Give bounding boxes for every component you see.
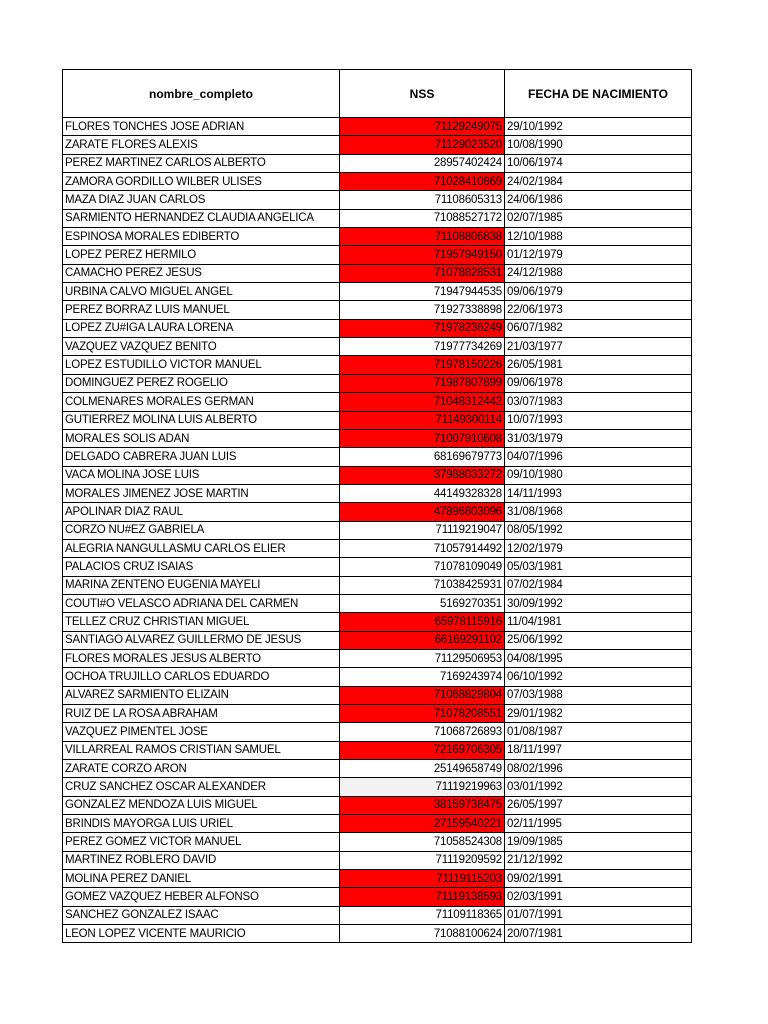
- cell-nss[interactable]: 71129023520: [340, 136, 505, 154]
- cell-name[interactable]: BRINDIS MAYORGA LUIS URIEL: [63, 815, 340, 833]
- cell-nss[interactable]: 71149300114: [340, 411, 505, 429]
- table-row: [63, 906, 692, 924]
- cell-name[interactable]: VACA MOLINA JOSE LUIS: [63, 466, 340, 484]
- cell-name[interactable]: ALVAREZ SARMIENTO ELIZAIN: [63, 686, 340, 704]
- cell-name[interactable]: VAZQUEZ PIMENTEL JOSE: [63, 723, 340, 741]
- cell-nss[interactable]: 7169243974: [340, 668, 505, 686]
- cell-name[interactable]: DOMINGUEZ PEREZ ROGELIO: [63, 374, 340, 392]
- table-row: [63, 374, 692, 392]
- cell-nss[interactable]: 71088527172: [340, 209, 505, 227]
- cell-birth-date[interactable]: 22/06/1973: [505, 301, 692, 319]
- cell-name[interactable]: LOPEZ PEREZ HERMILO: [63, 246, 340, 264]
- table-row: [63, 778, 692, 796]
- cell-name[interactable]: OCHOA TRUJILLO CARLOS EDUARDO: [63, 668, 340, 686]
- cell-name[interactable]: ZAMORA GORDILLO WILBER ULISES: [63, 173, 340, 191]
- cell-birth-date[interactable]: 09/06/1979: [505, 283, 692, 301]
- table-body: [63, 118, 692, 943]
- cell-birth-date[interactable]: 09/02/1991: [505, 870, 692, 888]
- table-row: [63, 191, 692, 209]
- cell-birth-date[interactable]: 04/07/1996: [505, 448, 692, 466]
- cell-nss[interactable]: 71977734269: [340, 338, 505, 356]
- column-header-birth-date[interactable]: FECHA DE NACIMIENTO: [505, 70, 692, 118]
- table-row: [63, 228, 692, 246]
- cell-name[interactable]: ZARATE FLORES ALEXIS: [63, 136, 340, 154]
- cell-birth-date[interactable]: 21/03/1977: [505, 338, 692, 356]
- cell-nss[interactable]: 27159540221: [340, 815, 505, 833]
- cell-name[interactable]: MOLINA PEREZ DANIEL: [63, 870, 340, 888]
- cell-birth-date[interactable]: 03/07/1983: [505, 393, 692, 411]
- cell-birth-date[interactable]: 06/10/1992: [505, 668, 692, 686]
- cell-birth-date[interactable]: 03/01/1992: [505, 778, 692, 796]
- table-row: [63, 283, 692, 301]
- cell-nss[interactable]: 71108605313: [340, 191, 505, 209]
- cell-name[interactable]: VAZQUEZ VAZQUEZ BENITO: [63, 338, 340, 356]
- cell-birth-date[interactable]: 20/07/1981: [505, 925, 692, 943]
- cell-birth-date[interactable]: 11/04/1981: [505, 613, 692, 631]
- cell-birth-date[interactable]: 06/07/1982: [505, 319, 692, 337]
- table-row: [63, 301, 692, 319]
- cell-birth-date[interactable]: 04/08/1995: [505, 649, 692, 667]
- table-row: [63, 796, 692, 814]
- cell-nss[interactable]: 71007910608: [340, 429, 505, 447]
- cell-birth-date[interactable]: 24/06/1986: [505, 191, 692, 209]
- cell-nss[interactable]: 72169706305: [340, 741, 505, 759]
- cell-birth-date[interactable]: 25/06/1992: [505, 631, 692, 649]
- cell-name[interactable]: COUTI#O VELASCO ADRIANA DEL CARMEN: [63, 594, 340, 612]
- table-row: [63, 154, 692, 172]
- cell-birth-date[interactable]: 07/02/1984: [505, 576, 692, 594]
- cell-name[interactable]: LOPEZ ZU#IGA LAURA LORENA: [63, 319, 340, 337]
- table-row: [63, 576, 692, 594]
- cell-name[interactable]: GOMEZ VAZQUEZ HEBER ALFONSO: [63, 888, 340, 906]
- cell-nss[interactable]: 71057914492: [340, 539, 505, 557]
- cell-name[interactable]: LEON LOPEZ VICENTE MAURICIO: [63, 925, 340, 943]
- cell-birth-date[interactable]: 10/07/1993: [505, 411, 692, 429]
- table-row: [63, 668, 692, 686]
- cell-nss[interactable]: 37988033272: [340, 466, 505, 484]
- cell-name[interactable]: MAZA DIAZ JUAN CARLOS: [63, 191, 340, 209]
- cell-nss[interactable]: 71927338898: [340, 301, 505, 319]
- table-row: [63, 319, 692, 337]
- cell-birth-date[interactable]: 02/03/1991: [505, 888, 692, 906]
- cell-name[interactable]: PEREZ GOMEZ VICTOR MANUEL: [63, 833, 340, 851]
- cell-name[interactable]: SANTIAGO ALVAREZ GUILLERMO DE JESUS: [63, 631, 340, 649]
- cell-birth-date[interactable]: 24/12/1988: [505, 264, 692, 282]
- cell-name[interactable]: COLMENARES MORALES GERMAN: [63, 393, 340, 411]
- cell-birth-date[interactable]: 29/01/1982: [505, 705, 692, 723]
- cell-birth-date[interactable]: 01/08/1987: [505, 723, 692, 741]
- table-row: [63, 649, 692, 667]
- table-row: [63, 851, 692, 869]
- cell-nss[interactable]: 71978150226: [340, 356, 505, 374]
- cell-birth-date[interactable]: 01/12/1979: [505, 246, 692, 264]
- cell-birth-date[interactable]: 18/11/1997: [505, 741, 692, 759]
- cell-name[interactable]: RUIZ DE LA ROSA ABRAHAM: [63, 705, 340, 723]
- table-row: [63, 870, 692, 888]
- cell-birth-date[interactable]: 29/10/1992: [505, 118, 692, 136]
- cell-name[interactable]: TELLEZ CRUZ CHRISTIAN MIGUEL: [63, 613, 340, 631]
- cell-birth-date[interactable]: 02/11/1995: [505, 815, 692, 833]
- cell-birth-date[interactable]: 01/07/1991: [505, 906, 692, 924]
- cell-nss[interactable]: 71119138593: [340, 888, 505, 906]
- cell-birth-date[interactable]: 24/02/1984: [505, 173, 692, 191]
- cell-name[interactable]: FLORES MORALES JESUS ALBERTO: [63, 649, 340, 667]
- cell-nss[interactable]: 28957402424: [340, 154, 505, 172]
- cell-name[interactable]: MARINA ZENTENO EUGENIA MAYELI: [63, 576, 340, 594]
- table-row: [63, 705, 692, 723]
- cell-birth-date[interactable]: 12/02/1979: [505, 539, 692, 557]
- cell-name[interactable]: MORALES JIMENEZ JOSE MARTIN: [63, 484, 340, 502]
- cell-name[interactable]: ESPINOSA MORALES EDIBERTO: [63, 228, 340, 246]
- table-row: [63, 760, 692, 778]
- cell-name[interactable]: LOPEZ ESTUDILLO VICTOR MANUEL: [63, 356, 340, 374]
- cell-nss[interactable]: 68169679773: [340, 448, 505, 466]
- table-row: [63, 686, 692, 704]
- cell-birth-date[interactable]: 21/12/1992: [505, 851, 692, 869]
- cell-name[interactable]: VILLARREAL RAMOS CRISTIAN SAMUEL: [63, 741, 340, 759]
- cell-nss[interactable]: 66169291102: [340, 631, 505, 649]
- cell-name[interactable]: ALEGRIA NANGULLASMU CARLOS ELIER: [63, 539, 340, 557]
- spreadsheet-table: [62, 69, 692, 943]
- table-row: [63, 338, 692, 356]
- cell-birth-date[interactable]: 07/03/1988: [505, 686, 692, 704]
- cell-nss[interactable]: 71957949150: [340, 246, 505, 264]
- cell-nss[interactable]: 25149658749: [340, 760, 505, 778]
- cell-nss[interactable]: 71078828531: [340, 264, 505, 282]
- cell-name[interactable]: PALACIOS CRUZ ISAIAS: [63, 558, 340, 576]
- cell-name[interactable]: SANCHEZ GONZALEZ ISAAC: [63, 906, 340, 924]
- table-row: [63, 815, 692, 833]
- table-row: [63, 118, 692, 136]
- table-row: [63, 393, 692, 411]
- cell-nss[interactable]: 65978115916: [340, 613, 505, 631]
- cell-birth-date[interactable]: 08/02/1996: [505, 760, 692, 778]
- cell-nss[interactable]: 44149328328: [340, 484, 505, 502]
- cell-nss[interactable]: 71108806838: [340, 228, 505, 246]
- cell-birth-date[interactable]: 02/07/1985: [505, 209, 692, 227]
- cell-name[interactable]: SARMIENTO HERNANDEZ CLAUDIA ANGELICA: [63, 209, 340, 227]
- table-row: [63, 631, 692, 649]
- cell-nss[interactable]: 71078208551: [340, 705, 505, 723]
- table-row: [63, 429, 692, 447]
- cell-nss[interactable]: 38159738475: [340, 796, 505, 814]
- table-row: [63, 246, 692, 264]
- cell-nss[interactable]: 71129249075: [340, 118, 505, 136]
- cell-name[interactable]: MARTINEZ ROBLERO DAVID: [63, 851, 340, 869]
- cell-nss[interactable]: 71119219047: [340, 521, 505, 539]
- cell-nss[interactable]: 71119219963: [340, 778, 505, 796]
- table-row: [63, 356, 692, 374]
- table-row: [63, 613, 692, 631]
- cell-birth-date[interactable]: 26/05/1997: [505, 796, 692, 814]
- table-row: [63, 888, 692, 906]
- cell-birth-date[interactable]: 30/09/1992: [505, 594, 692, 612]
- cell-birth-date[interactable]: 31/03/1979: [505, 429, 692, 447]
- cell-birth-date[interactable]: 19/09/1985: [505, 833, 692, 851]
- table-row: [63, 558, 692, 576]
- cell-nss[interactable]: 47896803096: [340, 503, 505, 521]
- cell-nss[interactable]: 71119209592: [340, 851, 505, 869]
- table-row: [63, 448, 692, 466]
- table-row: [63, 466, 692, 484]
- cell-birth-date[interactable]: 10/08/1990: [505, 136, 692, 154]
- cell-name[interactable]: ZARATE CORZO ARON: [63, 760, 340, 778]
- column-header-nss[interactable]: NSS: [340, 70, 505, 118]
- cell-nss[interactable]: 71028410869: [340, 173, 505, 191]
- table-row: [63, 411, 692, 429]
- cell-name[interactable]: CORZO NU#EZ GABRIELA: [63, 521, 340, 539]
- cell-nss[interactable]: 71987807899: [340, 374, 505, 392]
- table-row: [63, 503, 692, 521]
- cell-name[interactable]: PEREZ MARTINEZ CARLOS ALBERTO: [63, 154, 340, 172]
- table-row: [63, 833, 692, 851]
- cell-nss[interactable]: 71129506953: [340, 649, 505, 667]
- cell-nss[interactable]: 71078109049: [340, 558, 505, 576]
- cell-name[interactable]: APOLINAR DIAZ RAUL: [63, 503, 340, 521]
- cell-nss[interactable]: 71068829804: [340, 686, 505, 704]
- table-row: [63, 173, 692, 191]
- table-row: [63, 723, 692, 741]
- cell-name[interactable]: CRUZ SANCHEZ OSCAR ALEXANDER: [63, 778, 340, 796]
- table-row: [63, 539, 692, 557]
- table-header: [63, 70, 692, 118]
- cell-birth-date[interactable]: 09/10/1980: [505, 466, 692, 484]
- table-row: [63, 741, 692, 759]
- cell-birth-date[interactable]: 09/06/1978: [505, 374, 692, 392]
- cell-birth-date[interactable]: 26/05/1981: [505, 356, 692, 374]
- cell-name[interactable]: PEREZ BORRAZ LUIS MANUEL: [63, 301, 340, 319]
- cell-name[interactable]: CAMACHO PEREZ JESUS: [63, 264, 340, 282]
- table-row: [63, 521, 692, 539]
- cell-nss[interactable]: 71088100624: [340, 925, 505, 943]
- cell-birth-date[interactable]: 05/03/1981: [505, 558, 692, 576]
- cell-birth-date[interactable]: 31/08/1968: [505, 503, 692, 521]
- cell-nss[interactable]: 5169270351: [340, 594, 505, 612]
- cell-birth-date[interactable]: 14/11/1993: [505, 484, 692, 502]
- cell-name[interactable]: FLORES TONCHES JOSE ADRIAN: [63, 118, 340, 136]
- table-row: [63, 925, 692, 943]
- cell-name[interactable]: DELGADO CABRERA JUAN LUIS: [63, 448, 340, 466]
- cell-name[interactable]: MORALES SOLIS ADAN: [63, 429, 340, 447]
- cell-nss[interactable]: 71038425931: [340, 576, 505, 594]
- cell-name[interactable]: URBINA CALVO MIGUEL ANGEL: [63, 283, 340, 301]
- cell-nss[interactable]: 71058524308: [340, 833, 505, 851]
- cell-name[interactable]: GUTIERREZ MOLINA LUIS ALBERTO: [63, 411, 340, 429]
- table-row: [63, 484, 692, 502]
- column-header-name[interactable]: nombre_completo: [63, 70, 340, 118]
- cell-nss[interactable]: 71978236249: [340, 319, 505, 337]
- cell-nss[interactable]: 71109118365: [340, 906, 505, 924]
- table-row: [63, 594, 692, 612]
- table-row: [63, 264, 692, 282]
- cell-birth-date[interactable]: 08/05/1992: [505, 521, 692, 539]
- table-row: [63, 209, 692, 227]
- cell-nss[interactable]: 71947944535: [340, 283, 505, 301]
- cell-birth-date[interactable]: 12/10/1988: [505, 228, 692, 246]
- table-row: [63, 136, 692, 154]
- header-row: [63, 70, 692, 118]
- cell-nss[interactable]: 71048312442: [340, 393, 505, 411]
- cell-nss[interactable]: 71119115203: [340, 870, 505, 888]
- cell-nss[interactable]: 71068726893: [340, 723, 505, 741]
- cell-name[interactable]: GONZALEZ MENDOZA LUIS MIGUEL: [63, 796, 340, 814]
- cell-birth-date[interactable]: 10/06/1974: [505, 154, 692, 172]
